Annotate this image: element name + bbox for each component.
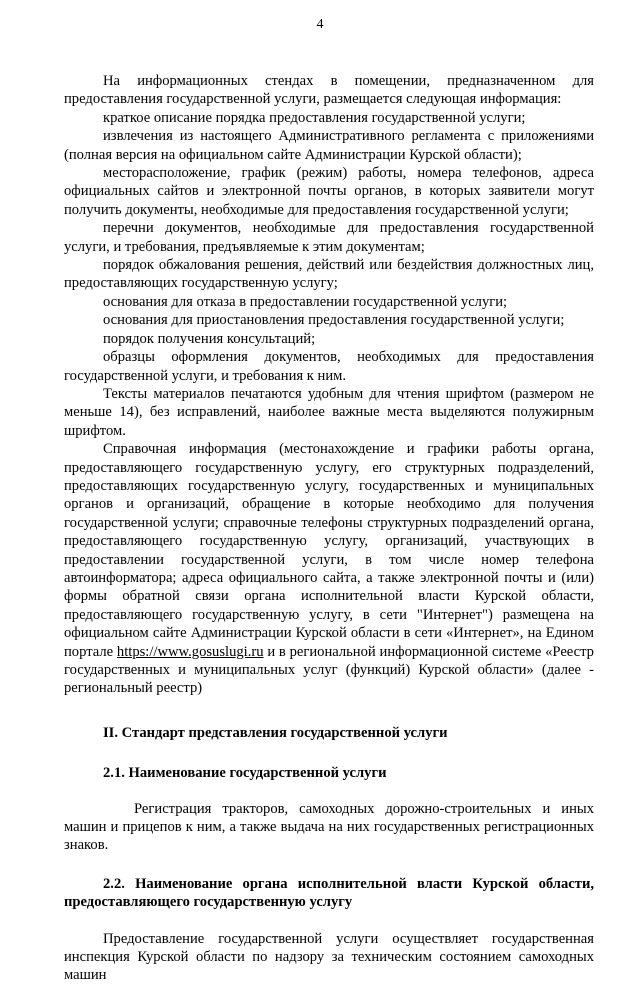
page-number: 4: [316, 17, 324, 32]
list-item-document-samples: образцы оформления документов, необходимых для предоставления государственной услуги, и требования к ним.: [64, 349, 594, 384]
paragraph-font-requirements: Тексты материалов печатаются удобным для чтения шрифтом (размером не меньше 14), без исправлений, наиболее важные места выделяются полужирным шрифтом.: [64, 385, 594, 439]
paragraph-reference-info: [64, 440, 594, 698]
gosuslugi-link[interactable]: https://www.gosuslugi.ru: [116, 643, 264, 660]
list-item-suspension-grounds: основания для приостановления предоставления государственной услуги;: [103, 312, 565, 329]
subsection-2-text: Предоставление государственной услуги осуществляет государственная инспекция Курской области по надзору за техническим состоянием самоходных машин: [64, 930, 594, 984]
document-body: [64, 72, 594, 985]
list-item-refusal-grounds: основания для отказа в предоставлении государственной услуги;: [103, 293, 508, 310]
subsection-1-heading: 2.1. Наименование государственной услуги: [103, 765, 387, 782]
list-item-short-description: краткое описание порядка предоставления государственной услуги;: [103, 109, 526, 126]
subsection-2-heading: 2.2. Наименование органа исполнительной власти Курской области, предоставляющего государственную услугу: [64, 875, 594, 911]
list-item-document-lists: перечни документов, необходимые для предоставления государственной услуги, и требования, предъявляемые к этим документам;: [64, 220, 594, 255]
list-item-regulation-extracts: извлечения из настоящего Административного регламента с приложениями (полная версия на официальном сайте Администрации Курской области);: [64, 128, 594, 163]
paragraph-info-stands: На информационных стендах в помещении, предназначенном для предоставления государственной услуги, размещается следующая информация:: [64, 73, 594, 108]
list-item-locations-schedule: месторасположение, график (режим) работы, номера телефонов, адреса официальных сайтов и электронной почты органов, в которых заявители могут получить документы, необходимые для предоставления государственной услуги;: [64, 165, 594, 218]
section-heading: II. Стандарт представления государственной услуги: [103, 724, 448, 741]
list-item-appeal-procedure: порядок обжалования решения, действий или бездействия должностных лиц, предоставляющих государственную услугу;: [64, 257, 594, 292]
reference-text-after-link: и в региональной информационной системе «Реестр государственных и муниципальных услуг (функций) Курской области» (далее - региональный реестр): [64, 643, 594, 697]
reference-text-before-link: Справочная информация (местонахождение и графики работы органа, предоставляющего государственную услугу, его структурных подразделений, предоставляющих государственную услугу, государственных и муниципальных органов и организаций, обращение в которые необходимо для получения государственной услуги; справочные телефоны структурных подразделений органа, предоставляющего государственную услугу, организаций, участвующих в предоставлении государственной услуги, в том числе номер телефона автоинформатора; адреса официального сайта, а также электронной почты и (или) формы обратной связи органа исполнительной власти Курской области, предоставляющего государственную услугу, в сети "Интернет") размещена на официальном сайте Администрации Курской области в сети «Интернет», на Едином портале: [64, 441, 594, 660]
list-item-consultations: порядок получения консультаций;: [103, 330, 316, 347]
subsection-1-text: Регистрация тракторов, самоходных дорожно-строительных и иных машин и прицепов к ним, а также выдача на них государственных регистрационных знаков.: [64, 800, 594, 854]
